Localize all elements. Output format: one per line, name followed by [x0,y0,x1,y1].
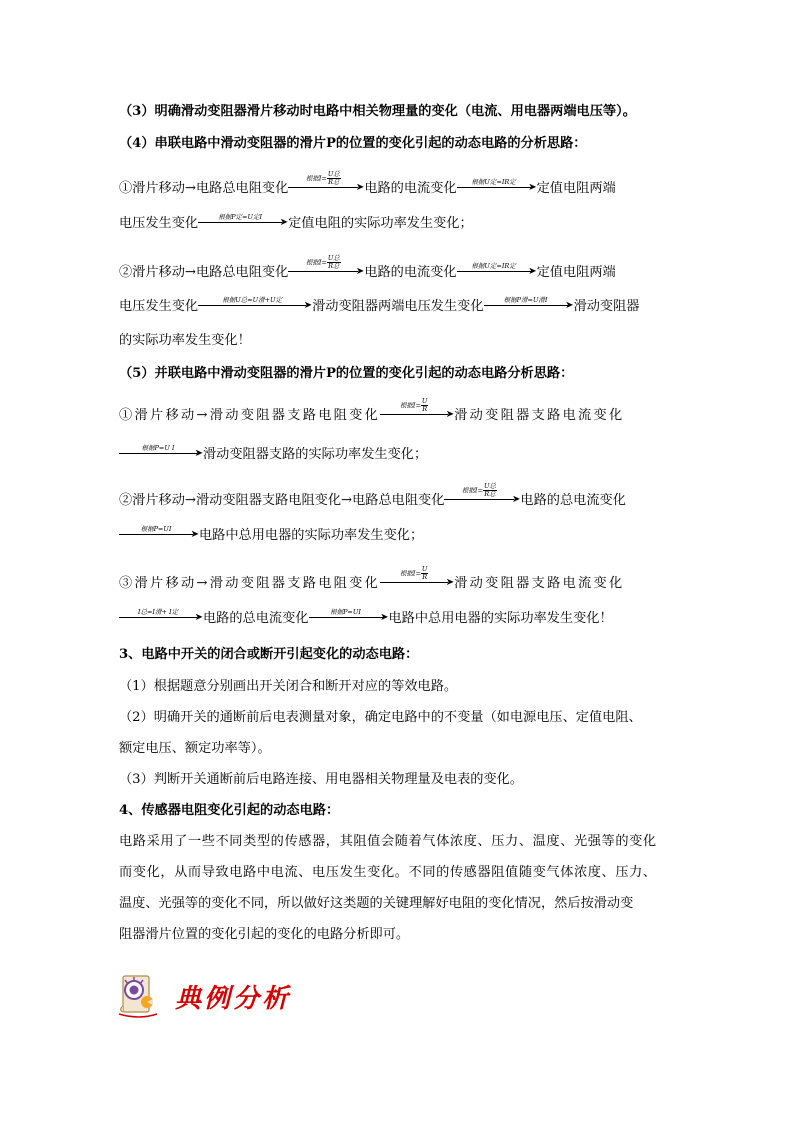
arrow-current-sum: I总=I滑+ I定 ➤ [119,608,203,622]
step-text: 电路中总用电器的实际功率发生变化！ [388,611,613,626]
parallel-path-2-line1 [119,482,626,510]
step-text: ①滑片移动→电路总电阻变化 [119,181,289,196]
arrow-power-formula: 根据P滑=U滑I ➤ [484,296,574,310]
arrow-power-formula: 根据P=UI ➤ [119,525,199,539]
step-text: 定值电阻的实际功率发生变化； [288,216,473,231]
step-text: 滑动变阻器支路电流变化 [454,576,625,591]
series-path-1-line2 [119,213,473,233]
arrow-ohm-law: 根据I= $\frac{\text{U总}}{\text{R总}}$ ➤ [444,490,520,504]
arrow-power-formula: 根据P定=U定I ➤ [198,213,288,227]
parallel-circuit-heading: （5）并联电路中滑动变阻器的滑片P的位置的变化引起的动态电路分析思路： [119,366,574,381]
step-text: 电路的电流变化 [364,265,457,280]
step-text: 电路中总用电器的实际功率发生变化； [199,528,424,543]
parallel-path-1-line2 [119,444,427,464]
arrow-ohm-law: 根据I= $\frac{U}{R}$ ➤ [380,573,454,587]
arrow-voltage-formula: 根据U定=IR定 ➤ [457,178,537,192]
step-text: 滑动变阻器 [573,299,640,314]
arrow-ohm-law: 根据I= $\frac{\text{U总}}{\text{R总}}$ ➤ [288,178,364,192]
sensor-circuit-heading: 4、传感器电阻变化引起的动态电路： [119,803,340,818]
sensor-para-line3: 温度、光强等的变化不同，所以做好这类题的关键理解好电阻的变化情况，然后按滑动变 [119,896,634,911]
series-path-2-line2 [119,296,640,316]
banner-title: 典例分析 [175,984,292,1014]
parallel-path-2-line2 [119,525,423,545]
scroll-eye-icon [117,966,173,1020]
step-text: ②滑片移动→滑动变阻器支路电阻变化→电路总电阻变化 [119,493,445,508]
arrow-ohm-law: 根据I= $\frac{U}{R}$ ➤ [380,405,454,419]
step-text: ②滑片移动→电路总电阻变化 [119,265,289,280]
switch-step-2: （2）明确开关的通断前后电表测量对象，确定电路中的不变量（如电源电压、定值电阻、 [119,710,642,725]
step-text: 电路的总电流变化 [203,611,309,626]
step-text: ③滑片移动→滑动变阻器支路电阻变化 [119,576,381,591]
arrow-ohm-law: 根据I= $\frac{\text{U总}}{\text{R总}}$ ➤ [288,262,364,276]
arrow-power-formula: 根据P=U I ➤ [119,444,203,458]
switch-circuit-heading: 3、电路中开关的闭合或断开引起变化的动态电路： [119,647,419,662]
arrow-voltage-sum: 根据U总=U滑+U定 ➤ [198,296,312,310]
sensor-para-line1: 电路采用了一些不同类型的传感器，其阻值会随着气体浓度、压力、温度、光强等的变化 [119,834,657,849]
step-text: 电路的总电流变化 [520,493,626,508]
parallel-path-3-line2 [119,608,613,628]
series-circuit-heading: （4）串联电路中滑动变阻器的滑片P的位置的变化引起的动态电路的分析思路： [119,136,587,151]
step-text: 电压发生变化 [119,299,199,314]
step-text: 电压发生变化 [119,216,199,231]
series-path-1-line1 [119,170,616,198]
switch-step-1: （1）根据题意分别画出开关闭合和断开对应的等效电路。 [119,679,458,694]
arrow-voltage-formula: 根据U定=IR定 ➤ [457,262,537,276]
sensor-para-line2: 而变化，从而导致电路中电流、电压发生变化。不同的传感器阻值随变气体浓度、压力、 [119,865,657,880]
para-3-step: （3）明确滑动变阻器滑片移动时电路中相关物理量的变化（电流、用电器两端电压等）。 [119,104,636,119]
step-text: 滑动变阻器支路电流变化 [454,408,625,423]
switch-step-3: （3）判断开关通断前后电路连接、用电器相关物理量及电表的变化。 [119,772,524,787]
parallel-path-3-line1 [119,565,625,593]
series-path-2-line3: 的实际功率发生变化！ [119,333,251,348]
step-text: 定值电阻两端 [536,181,616,196]
arrow-power-formula: 根据P=UI ➤ [309,608,389,622]
step-text: 定值电阻两端 [536,265,616,280]
switch-step-2-cont: 额定电压、额定功率等）。 [119,741,271,756]
example-analysis-banner [117,966,307,1020]
sensor-para-line4: 阻器滑片位置的变化引起的变化的电路分析即可。 [119,927,410,942]
step-text: ①滑片移动→滑动变阻器支路电阻变化 [119,408,381,423]
step-text: 滑动变阻器两端电压发生变化 [312,299,484,314]
parallel-path-1-line1 [119,397,625,425]
step-text: 滑动变阻器支路的实际功率发生变化； [203,447,428,462]
step-text: 电路的电流变化 [364,181,457,196]
series-path-2-line1 [119,254,616,282]
